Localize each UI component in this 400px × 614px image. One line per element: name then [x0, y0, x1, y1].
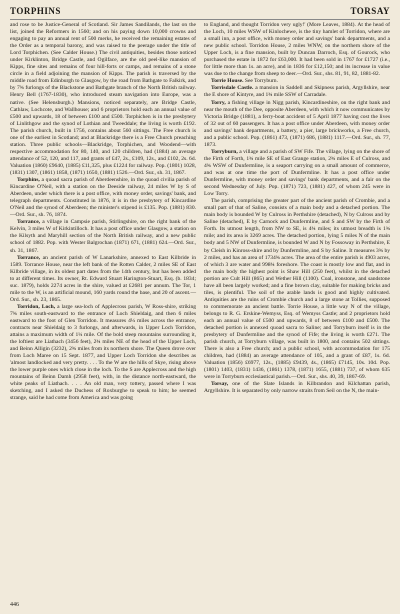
gazetteer-entry [10, 219, 196, 254]
entry-text: an ancient parish of W Lanarkshire, annexed to East Kilbride in 1589. Torrance House, near the left bank of the Rotten Calder, 2 miles SE of East Kilbride village, in its oldest part dates from the 14th century, but has been added to at different times. Its owner, Rt. Edward Stuart Harington-Stuart, Esq. (b. 1834; suc. 1879), holds 2274 acres in the shire, valued at £2681 per annum. The Tor, 1 mile to the W, is an artificial mound, 160 yards round the base, and 20 of ascent.—Ord. Sur., sh. 23, 1865. [10, 254, 196, 303]
running-header [10, 6, 390, 18]
entry-headword: Torry, [211, 99, 226, 106]
gazetteer-entry [204, 78, 390, 85]
gazetteer-entry [10, 177, 196, 219]
page-number: 446 [10, 602, 19, 608]
entry-text: a fishing village in Nigg parish, Kincardineshire, on the right bank and near the mouth of the Dee, opposite Aberdeen, with which it now communicates by Victoria Bridge (1881), a ferry-boat accident of 5 April 1877 having cost the lives of 32 out of 60 passengers. It has a post office under Aberdeen, with money order and savings' bank departments, a battery, a pier, large brickworks, a Free church, and a public school. Pop. (1861) 473, (1871) 686, (1881) 1117.—Ord. Sur., sh. 77, 1873. [204, 99, 390, 148]
entry-headword: Torrance, [17, 254, 41, 261]
left-column [10, 22, 196, 403]
entry-headword: Torrisdale Castle. [211, 85, 254, 92]
gazetteer-entry [204, 381, 390, 395]
entry-headword: Torridon, Loch, [17, 303, 56, 310]
header-right: TORSAY [350, 6, 390, 16]
right-column [204, 22, 390, 395]
entry-text: a large sea-loch of Applecross parish, W Ross-shire, striking 7¾ miles south-eastward to the entrance of Loch Shieldaig, and then 6 miles eastward to the foot of Glen Torridon. It measures 4¼ miles across the entrance, contracts near Shieldaig to 3 furlongs, and afterwards, in Upper Loch Torridon, attains a maximum width of 1¼ mile. Of the bold steep mountains surrounding it, the loftiest are Liathach (3456 feet), 2¾ miles NE of the head of the Upper Loch, and Beinn Alligin (3232), 2¾ miles from its northern shore. The Queen drove over from Loch Maree on 15 Sept. 1877, and Upper Loch Torridon she describes as 'almost landlocked and very pretty. . . . To the W are the hills of Skye, rising above the lower purple ones which close in the loch. To the S are Applecross and the high mountains of Beinn Damh (2958 feet), with, in the distance north-eastward, the white peaks of Liathach. . . . An old man, very tottery, passed where I was sketching, and I asked the Duchess of Roxburghe to speak to him; he seemed strange, said he had come from America and was going [10, 303, 196, 402]
header-rule [10, 19, 390, 20]
gazetteer-entry [204, 149, 390, 198]
entry-continuation [204, 22, 390, 78]
entry-continuation [204, 198, 390, 381]
entry-text: See Torryburn. [244, 78, 278, 85]
entry-continuation [10, 22, 196, 177]
entry-text: a mansion in Saddell and Skipness parish, Argyllshire, near the E shore of Kintyre, and 1¾ mile SSW of Carradale. [204, 85, 391, 99]
gazetteer-entry [204, 100, 390, 149]
entry-headword: Torrie House. [211, 78, 244, 85]
entry-text: and rose to be Justice-General of Scotland. Sir James Sandilands, the last on the list, joined the Reformers in 1560; and on his paying down 10,000 crowns and engaging to pay an annual rent of 500 merks, he received the remaining estates of the Order as a temporal barony, and was raised to the peerage under the title of Lord Torphichen. (See Calder House.) The civil antiquities, besides those noticed under Kirklinton, Bridge Castle, and Ogilface, are the old peel-like mansion of Kipps, fine sites and remains of four hill-forts or camps, and remains of a stone circle in a field adjoining the mansion of Kipps. The parish is traversed by the middle road from Edinburgh to Glasgow, by the road from Bathgate to Falkirk, and by 7¾ furlongs of the Blackstone and Bathgate branch of the North British railway. Henry Bell (1767-1830), who introduced steam navigation into Europe, was a native. (See Helensburgh.) Mansions, noticed separately, are Bridge Castle, Cathlaw, Lochcote, and Wallhouse; and 6 proprietors hold each an annual value of £500 and upwards, 18 of between £100 and £500. Torphichen is in the presbytery of Linlithgow and the synod of Lothian and Tweeddale; the living is worth £192. The parish church, built in 1756, contains about 560 sittings. The Free church is one of the earliest in Scotland; and at Blackridge there is a Free Church preaching station. Three public schools—Blackridge, Torphichen, and Woodend—with respective accommodation for 80, 140, and 120 children, had (1884) an average attendance of 52, 120, and 117, and grants of £47, 2s., £109, 12s., and £102, 2s. 6d. Valuation (1860) £9640, (1885) £11,325, plus £1224 for railway. Pop. (1801) 1028, (1831) 1307, (1861) 1858, (1871) 1650, (1881) 1526.—Ord. Sur., sh. 31, 1867. [10, 22, 196, 176]
gazetteer-entry [204, 85, 390, 99]
entry-text: a quoad sacra parish of Aberdeenshire, in the quoad civilia parish of Kincardine O'Neil, with a station on the Deeside railway, 24 miles W by S of Aberdeen, under which there is a post office, with money order, savings' bank, and telegraph departments. Constituted in 1876, it is in the presbytery of Kincardine O'Neil and the synod of Aberdeen; the minister's stipend is £135. Pop. (1881) 830.—Ord. Sur., sh. 76, 1874. [10, 177, 196, 219]
entry-text: to England, and thought Torridon very ugly!' (More Leaves, 1884). At the head of the Loch, 10 miles WSW of Kinlochewe, is the tiny hamlet of Torridon, where are a small inn, a post office, with money order and savings' bank departments, and a new public school. Torridon House, 2 miles WNW, on the northern shore of the Upper Loch, is a fine mansion, built by Duncan Darroch, Esq. of Gourock, who purchased the estate in 1872 for £63,000. It had been sold in 1767 for £1727 (i.e., for little more than 1s. an acre), and in 1836 for £12,150; and its increase in value was due to the change from sheep to deer.—Ord. Sur., shs. 81, 91, 82, 1881-82. [204, 22, 390, 78]
entry-headword: Torphins, [17, 177, 40, 184]
gazetteer-entry [10, 255, 196, 304]
entry-text: a village in Campsie parish, Stirlingshire, on the right bank of the Kelvin, 3 miles W of Kirkintilloch. It has a post office under Glasgow, a station on the Kilsyth and Maryhill section of the North British railway, and a new public school of 1882. Pop. with Wester Balgrochan (1871) 671, (1881) 624.—Ord. Sur., sh. 31, 1867. [10, 219, 196, 254]
entry-text: one of the Slate Islands in Kilbrandon and Kilchattan parish, Argyllshire. It is separated by only narrow straits from Seil on the N, the main- [204, 381, 391, 395]
entry-headword: Torsay, [211, 381, 229, 388]
entry-text: a village and a parish of SW Fife. The village, lying on the shore of the Firth of Forth, 1¾ mile SE of East Grange station, 2¾ miles E of Culross, and 4¾ WSW of Dunfermline, is a seaport carrying on a small amount of commerce, and was at one time the port of Dunfermline. It has a post office under Dunfermline, with money order and savings' bank departments, and a fair on the second Wednesday of July. Pop. (1871) 723, (1881) 427, of whom 245 were in Low Torry. [204, 148, 390, 198]
entry-headword: Torryburn, [211, 148, 238, 155]
entry-headword: Torrance, [17, 219, 41, 226]
entry-text: The parish, comprising the greater part of the ancient parish of Crombie, and a small part of that of Saline, consists of a main body and a detached portion. The main body is bounded W by Culross in Perthshire (detached), N by Culross and by Saline (detached), E by Carnock and Dunfermline, and S and SW by the Firth of Forth. Its utmost length, from NW to SE, is 4¾ miles; its utmost breadth is 1¾ mile; and its area is 3269 acres. The detached portion, lying 5 miles N of the main body and 5 NW of Dunfermline, is bounded W and N by Fossoway in Perthshire, E by Cleish in Kinross-shire and by Dunfermline, and S by Saline. It measures 3¾ by 2 miles, and has an area of 1734¾ acres. The area of the entire parish is 4903 acres, of which 3 are water and 998¾ foreshore. The coast is mostly low and flat, and in the main body the highest point is Shaw Hill (250 feet), whilst in the detached portion are Cult Hill (865) and Wether Hill (1100). Coal, ironstone, and sandstone have all been largely worked; and a fine brown clay, suitable for making bricks and tiles, is plentiful. The soil of the arable lands is good and highly cultivated. Antiquities are the ruins of Crombie church and a large stone at Tollies, supposed to commemorate an ancient battle. Torrie House, a little way N of the village, belongs to R. G. Erskine-Wemyss, Esq. of Wemyss Castle; and 2 proprietors hold each an annual value of £500 and upwards, 8 of between £100 and £500. The detached portion is annexed quoad sacra to Saline; and Torryburn itself is in the presbytery of Dunfermline and the synod of Fife; the living is worth £271. The parish church, at Torryburn village, was built in 1800, and contains 502 sittings. There is also a Free church; and a public school, with accommodation for 175 children, had (1884) an average attendance of 105, and a grant of £87, 1s. 6d. Valuation (1856) £6977, 12s., (1885) £9439, 4s., (1865) £7145, 10s. 10d. Pop. (1801) 1403, (1831) 1436, (1861) 1378, (1871) 1655, (1881) 737, of whom 635 were in Torryburn ecclesiastical parish.—Ord. Sur., shs. 40, 39, 1867-69. [204, 198, 390, 381]
gazetteer-entry [10, 304, 196, 403]
header-left: TORPHINS [10, 6, 61, 16]
